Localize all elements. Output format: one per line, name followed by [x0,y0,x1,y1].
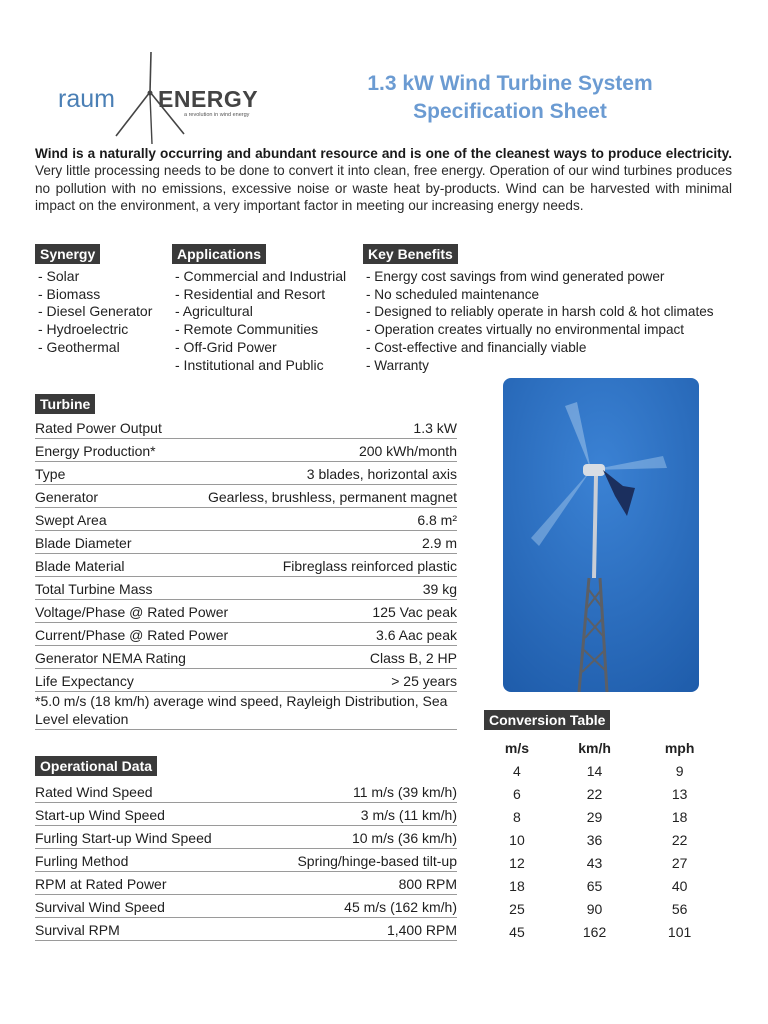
table-cell: 18 [671,808,688,825]
list-item: - Designed to reliably operate in harsh cold & hot climates [366,304,714,320]
table-row [35,531,457,554]
brand-name-left: raum [58,85,115,113]
row-label: RPM at Rated Power [35,876,167,892]
table-row [35,872,457,895]
table-cell: 25 [509,900,525,917]
row-value: Fibreglass reinforced plastic [282,558,457,574]
column-header: mph [664,739,695,756]
row-value: 39 kg [422,581,457,597]
table-row [35,895,457,918]
table-cell: 29 [586,808,603,825]
table-row [484,874,720,897]
intro-rest: Very little processing needs to be done to convert it into clean, free energy. Operation of our wind turbines produces no pollution with no emissions, excessive noise or waste heat by-products. Wind can be harvested with minimal impact on the environment, a very important factor in meeting our increasing energy needs. [35,163,732,214]
turbine-photo [503,378,699,692]
table-cell: 45 [509,923,525,940]
table-row [484,897,720,920]
synergy-section [35,244,152,357]
operational-heading: Operational Data [35,756,157,776]
applications-heading: Applications [172,244,266,264]
table-row [35,918,457,941]
list-item: - Remote Communities [175,321,319,338]
row-label: Furling Start-up Wind Speed [35,830,212,846]
table-cell: 6 [513,785,521,802]
table-row [35,849,457,872]
row-label: Blade Diameter [35,535,132,551]
row-value: 10 m/s (36 km/h) [351,830,457,846]
table-row [35,600,457,623]
benefits-list [363,268,714,374]
table-row [484,920,720,943]
table-cell: 27 [671,854,688,871]
brand-tagline: a revolution in wind energy [184,112,250,118]
brand-name-right: ENERGY [158,86,259,112]
applications-section [172,244,346,374]
table-cell: 9 [675,762,684,779]
list-item: - Hydroelectric [38,321,129,338]
list-item: - Diesel Generator [38,303,153,320]
table-cell: 18 [509,877,525,894]
list-item: - Geothermal [38,338,120,355]
table-cell: 4 [513,762,521,779]
table-cell: 43 [586,854,603,871]
title-line-2: Specification Sheet [413,100,607,123]
table-row [35,416,457,439]
table-row [35,669,457,692]
table-cell: 10 [509,831,525,848]
row-value: 1,400 RPM [386,922,457,938]
table-row [35,485,457,508]
synergy-heading: Synergy [35,244,100,264]
table-header-row [484,736,720,759]
table-cell: 22 [586,785,603,802]
table-cell: 13 [671,785,688,802]
row-label: Energy Production* [35,443,156,459]
list-item: - No scheduled maintenance [366,286,540,302]
title-line-1: 1.3 kW Wind Turbine System [367,72,653,95]
table-cell: 162 [582,923,607,940]
table-row [35,623,457,646]
row-label: Swept Area [35,512,107,528]
table-row [484,805,720,828]
row-label: Start-up Wind Speed [35,807,165,823]
row-value: 3 m/s (11 km/h) [360,807,457,823]
turbine-section [35,394,457,730]
row-value: 125 Vac peak [372,604,457,620]
row-value: Class B, 2 HP [369,650,457,666]
list-item: - Agricultural [175,303,253,320]
table-cell: 14 [586,762,603,779]
column-header: km/h [578,739,611,756]
synergy-list [35,268,152,357]
table-row [35,826,457,849]
list-item: - Cost-effective and financially viable [366,339,587,355]
operational-section [35,756,457,941]
footnote: *5.0 m/s (18 km/h) average wind speed, Rayleigh Distribution, Sea Level elevation [35,692,457,730]
row-value: 800 RPM [398,876,457,892]
table-row [484,828,720,851]
row-value: 6.8 m² [417,512,457,528]
table-row [35,439,457,462]
table-row [35,508,457,531]
row-label: Current/Phase @ Rated Power [35,627,229,643]
turbine-logo-icon [56,48,292,144]
table-cell: 22 [671,831,688,848]
list-item: - Institutional and Public [175,356,324,373]
applications-list [172,268,346,374]
table-row [35,803,457,826]
conversion-section [484,710,720,943]
table-row [484,851,720,874]
list-item: - Residential and Resort [175,285,326,302]
list-item: - Solar [38,268,80,284]
operational-table [35,780,457,941]
conversion-heading: Conversion Table [484,710,610,730]
list-item: - Off-Grid Power [175,338,277,355]
row-label: Life Expectancy [35,673,134,689]
table-row [35,780,457,803]
table-cell: 90 [586,900,603,917]
table-row [484,782,720,805]
table-row [35,554,457,577]
table-row [484,759,720,782]
row-value: Gearless, brushless, permanent magnet [207,489,457,505]
row-label: Blade Material [35,558,125,574]
row-value: 1.3 kW [413,420,457,436]
row-label: Furling Method [35,853,129,869]
row-label: Survival RPM [35,922,120,938]
row-label: Generator [35,489,99,505]
row-value: 2.9 m [421,535,457,551]
row-label: Total Turbine Mass [35,581,153,597]
row-value: 3.6 Aac peak [376,627,457,643]
list-item: - Energy cost savings from wind generated power [366,269,665,284]
table-cell: 8 [513,808,521,825]
list-item: - Warranty [366,357,429,373]
table-cell: 65 [586,877,603,894]
wind-turbine-icon [503,378,699,692]
row-value: 45 m/s (162 km/h) [344,899,457,915]
brand-logo [56,48,292,144]
row-value: > 25 years [391,673,457,689]
table-cell: 56 [671,900,688,917]
table-row [35,577,457,600]
row-label: Rated Power Output [35,420,162,436]
list-item: - Commercial and Industrial [175,268,347,284]
row-label: Rated Wind Speed [35,784,153,800]
table-cell: 40 [671,877,688,894]
row-value: 3 blades, horizontal axis [306,466,457,482]
turbine-table [35,416,457,730]
benefits-heading: Key Benefits [363,244,458,264]
turbine-heading: Turbine [35,394,95,414]
table-cell: 36 [586,831,603,848]
row-label: Generator NEMA Rating [35,650,186,666]
list-item: - Biomass [38,285,101,302]
column-header: m/s [504,739,530,756]
intro-bold: Wind is a naturally occurring and abundant resource and is one of the cleanest ways to produce electricity. [35,146,732,161]
table-row [35,646,457,669]
row-label: Voltage/Phase @ Rated Power [35,604,229,620]
table-cell: 101 [667,923,692,940]
page-title [340,70,680,126]
row-value: 200 kWh/month [358,443,457,459]
benefits-section [363,244,714,374]
row-value: 11 m/s (39 km/h) [353,784,457,800]
row-label: Type [35,466,66,482]
intro-paragraph [35,145,732,215]
conversion-table [484,736,720,943]
table-row [35,462,457,485]
table-cell: 12 [509,854,525,871]
row-label: Survival Wind Speed [35,899,165,915]
row-value: Spring/hinge-based tilt-up [297,853,457,869]
list-item: - Operation creates virtually no environmental impact [366,322,685,338]
